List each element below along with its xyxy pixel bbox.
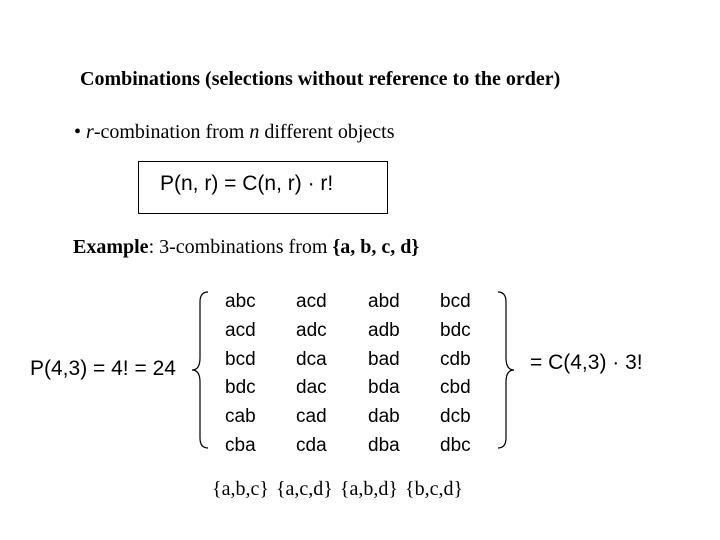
permutation-item: acd bbox=[296, 291, 327, 312]
permutation-item: adc bbox=[296, 319, 327, 341]
example-line bbox=[73, 236, 419, 259]
left-equation: P(4,3) = 4! = 24 bbox=[30, 357, 176, 380]
right-equation: = C(4,3) · 3! bbox=[530, 351, 643, 374]
permutation-item: bcd bbox=[440, 291, 471, 312]
permutation-item: bad bbox=[368, 348, 400, 370]
permutation-item: bdc bbox=[225, 377, 256, 399]
permutation-item: dba bbox=[368, 434, 400, 456]
bullet-text-2: different objects bbox=[259, 121, 395, 143]
permutation-item: dbc bbox=[440, 434, 471, 456]
permutation-column-2 bbox=[296, 288, 327, 461]
n-variable: n bbox=[249, 121, 260, 143]
permutation-item: abd bbox=[368, 291, 400, 312]
permutation-column-3 bbox=[368, 288, 400, 461]
example-text: : 3-combinations from bbox=[148, 236, 333, 258]
permutation-item: abc bbox=[225, 291, 256, 312]
set-1: {a,b,c} bbox=[212, 478, 269, 500]
permutation-item: bdc bbox=[440, 319, 471, 341]
permutation-column-4 bbox=[440, 288, 471, 461]
left-brace bbox=[190, 290, 210, 450]
slide-title: Combinations (selections without reference to the order) bbox=[80, 68, 561, 90]
permutation-item: acd bbox=[225, 319, 256, 341]
permutation-item: bcd bbox=[225, 348, 256, 370]
permutation-item: cda bbox=[296, 434, 327, 456]
permutation-column-1 bbox=[225, 288, 256, 461]
bullet-text-1: -combination from bbox=[93, 121, 250, 143]
set-4: {b,c,d} bbox=[404, 478, 464, 500]
permutation-item: cab bbox=[225, 406, 256, 428]
combination-sets bbox=[212, 478, 463, 501]
example-set: {a, b, c, d} bbox=[332, 236, 420, 258]
permutation-item: cad bbox=[296, 406, 327, 428]
set-3: {a,b,d} bbox=[339, 478, 398, 500]
permutation-item: bda bbox=[368, 377, 400, 399]
permutation-formula: P(n, r) = C(n, r) · r! bbox=[160, 172, 334, 195]
permutation-item: dab bbox=[368, 406, 400, 428]
r-variable: r bbox=[86, 121, 94, 143]
bullet-symbol: • bbox=[74, 121, 82, 143]
permutation-item: dca bbox=[296, 348, 327, 370]
permutation-item: cdb bbox=[440, 348, 471, 370]
example-label: Example bbox=[73, 236, 149, 258]
right-brace bbox=[496, 290, 516, 450]
permutation-item: cba bbox=[225, 434, 256, 456]
permutation-item: dcb bbox=[440, 406, 471, 428]
permutation-item: dac bbox=[296, 377, 327, 399]
bullet-line bbox=[74, 121, 394, 144]
permutation-item: cbd bbox=[440, 377, 471, 399]
set-2: {a,c,d} bbox=[275, 478, 333, 500]
permutation-item: adb bbox=[368, 319, 400, 341]
